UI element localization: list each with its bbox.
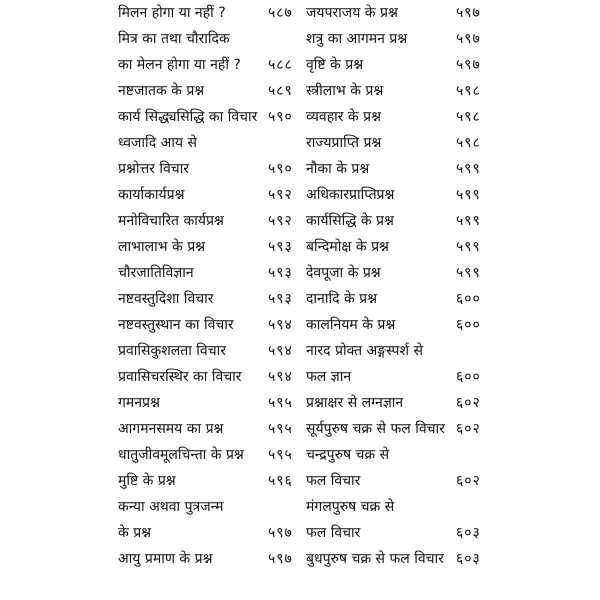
index-row <box>118 546 600 572</box>
right-title: नौका के प्रश्न <box>306 161 370 177</box>
left-title: गमनप्रश्न <box>118 395 160 411</box>
left-page-number: ५९२ <box>268 187 293 203</box>
left-title: आयु प्रमाण के प्रश्न <box>118 551 213 567</box>
left-title: नष्टवस्तुदिशा विचार <box>118 291 214 307</box>
right-title: देवपूजा के प्रश्न <box>306 265 381 281</box>
left-title: चौरजातिविज्ञान <box>118 265 194 281</box>
left-title: आगमनसमय का प्रश्न <box>118 421 224 437</box>
right-page-number <box>456 494 500 520</box>
right-title: चन्द्रपुरुष चक्र से <box>306 447 390 463</box>
left-title: धातुजीवमूलचिन्ता के प्रश्न <box>118 447 244 463</box>
right-title: बुधपुरुष चक्र से फल विचार <box>306 551 444 567</box>
left-title: मनोविचारित कार्यप्रश्न <box>118 213 224 229</box>
right-title: मंगलपुरुष चक्र से <box>306 499 395 515</box>
right-title: दानादि के प्रश्न <box>306 291 378 307</box>
index-row <box>118 52 600 78</box>
left-page-number <box>268 494 310 520</box>
left-page-number: ५९५ <box>268 447 293 463</box>
left-page-number: ५९३ <box>268 239 293 255</box>
index-row <box>118 208 600 234</box>
right-title: स्त्रीलाभ के प्रश्न <box>306 83 384 99</box>
left-page-number: ५९३ <box>268 291 293 307</box>
index-row <box>118 416 600 442</box>
index-row <box>118 338 600 364</box>
index-row <box>118 130 600 156</box>
left-page-number: ५९६ <box>268 473 293 489</box>
left-title: कार्य सिद्ध्यसिद्धि का विचार <box>118 109 258 125</box>
right-page-number: ६०२ <box>456 395 481 411</box>
right-title: अधिकारप्राप्तिप्रश्न <box>306 187 395 203</box>
right-title: फल विचार <box>306 473 361 489</box>
right-title: व्यवहार के प्रश्न <box>306 109 381 125</box>
right-title: राज्यप्राप्ति प्रश्न <box>306 135 382 151</box>
right-title: बन्दिमोक्ष के प्रश्न <box>306 239 389 255</box>
left-page-number: ५९३ <box>268 265 293 281</box>
left-title: ध्वजादि आय से <box>118 135 197 151</box>
right-title: फल विचार <box>306 525 361 541</box>
left-page-number <box>268 130 310 156</box>
right-page-number: ५९८ <box>456 135 481 151</box>
left-title: कन्या अथवा पुत्रजन्म <box>118 499 224 515</box>
right-title: फल ज्ञान <box>306 369 352 385</box>
index-row <box>118 78 600 104</box>
left-title: कार्याकार्यप्रश्न <box>118 187 185 203</box>
index-table <box>118 0 600 600</box>
index-row <box>118 156 600 182</box>
right-page-number: ६०३ <box>456 551 481 567</box>
right-page-number: ५९७ <box>456 5 481 21</box>
left-page-number: ५९२ <box>268 213 293 229</box>
right-page-number: ५९९ <box>456 187 481 203</box>
right-title: जयपराजय के प्रश्न <box>306 5 398 21</box>
right-page-number: ६०२ <box>456 473 481 489</box>
left-title: मित्र का तथा चौरादिक <box>118 31 230 47</box>
right-page-number: ६०० <box>456 369 481 385</box>
left-title: प्रश्नोत्तर विचार <box>118 161 189 177</box>
index-row <box>118 494 600 520</box>
right-page-number: ५९९ <box>456 161 481 177</box>
right-title: प्रश्नाक्षर से लग्नज्ञान <box>306 395 404 411</box>
right-page-number: ५९९ <box>456 213 481 229</box>
right-page-number: ६०० <box>456 291 481 307</box>
right-title: वृष्टि के प्रश्न <box>306 57 364 73</box>
left-page-number: ५९७ <box>268 551 293 567</box>
right-title: सूर्यपुरुष चक्र से फल विचार <box>306 421 445 437</box>
left-title: का मेलन होगा या नहीं ? <box>118 57 241 73</box>
left-page-number <box>268 26 310 52</box>
index-row <box>118 0 600 26</box>
left-title: प्रवासिचरस्थिर का विचार <box>118 369 242 385</box>
index-row <box>118 260 600 286</box>
index-row <box>118 182 600 208</box>
left-page-number: ५९४ <box>268 369 293 385</box>
index-row <box>118 312 600 338</box>
left-page-number: ५८९ <box>268 83 293 99</box>
index-row <box>118 286 600 312</box>
left-page-number: ५८७ <box>268 5 293 21</box>
index-row <box>118 234 600 260</box>
right-page-number <box>456 442 500 468</box>
right-page-number: ६०२ <box>456 421 481 437</box>
left-title: लाभालाभ के प्रश्न <box>118 239 206 255</box>
index-row <box>118 390 600 416</box>
right-page-number: ५९८ <box>456 83 481 99</box>
left-page-number: ५९४ <box>268 317 293 333</box>
right-title: शत्रु का आगमन प्रश्न <box>306 31 408 47</box>
right-page-number <box>456 338 500 364</box>
index-row <box>118 26 600 52</box>
left-page-number: ५८८ <box>268 57 293 73</box>
left-page-number: ५९४ <box>268 343 293 359</box>
index-row <box>118 520 600 546</box>
right-page-number: ५९७ <box>456 57 481 73</box>
left-page-number: ५९० <box>268 109 293 125</box>
left-title: के प्रश्न <box>118 525 152 541</box>
left-title: नष्टजातक के प्रश्न <box>118 83 205 99</box>
left-title: मुष्टि के प्रश्न <box>118 473 176 489</box>
index-row <box>118 442 600 468</box>
left-page-number: ५९० <box>268 161 293 177</box>
index-row <box>118 468 600 494</box>
right-page-number: ५९८ <box>456 109 481 125</box>
right-page-number: ६०० <box>456 317 481 333</box>
left-title: प्रवासिकुशलता विचार <box>118 343 226 359</box>
index-row <box>118 364 600 390</box>
right-page-number: ५९९ <box>456 239 481 255</box>
right-page-number: ५९९ <box>456 265 481 281</box>
right-title: कार्यसिद्धि के प्रश्न <box>306 213 394 229</box>
left-page-number: ५९५ <box>268 395 293 411</box>
left-page-number: ५९७ <box>268 525 293 541</box>
left-title: नष्टवस्तुस्थान का विचार <box>118 317 234 333</box>
right-title: कालनियम के प्रश्न <box>306 317 396 333</box>
right-page-number: ५९७ <box>456 31 481 47</box>
left-page-number: ५९५ <box>268 421 293 437</box>
right-title: नारद प्रोक्त अङ्गस्पर्श से <box>306 343 423 359</box>
left-title: मिलन होगा या नहीं ? <box>118 5 226 21</box>
index-row <box>118 104 600 130</box>
right-page-number: ६०३ <box>456 525 481 541</box>
